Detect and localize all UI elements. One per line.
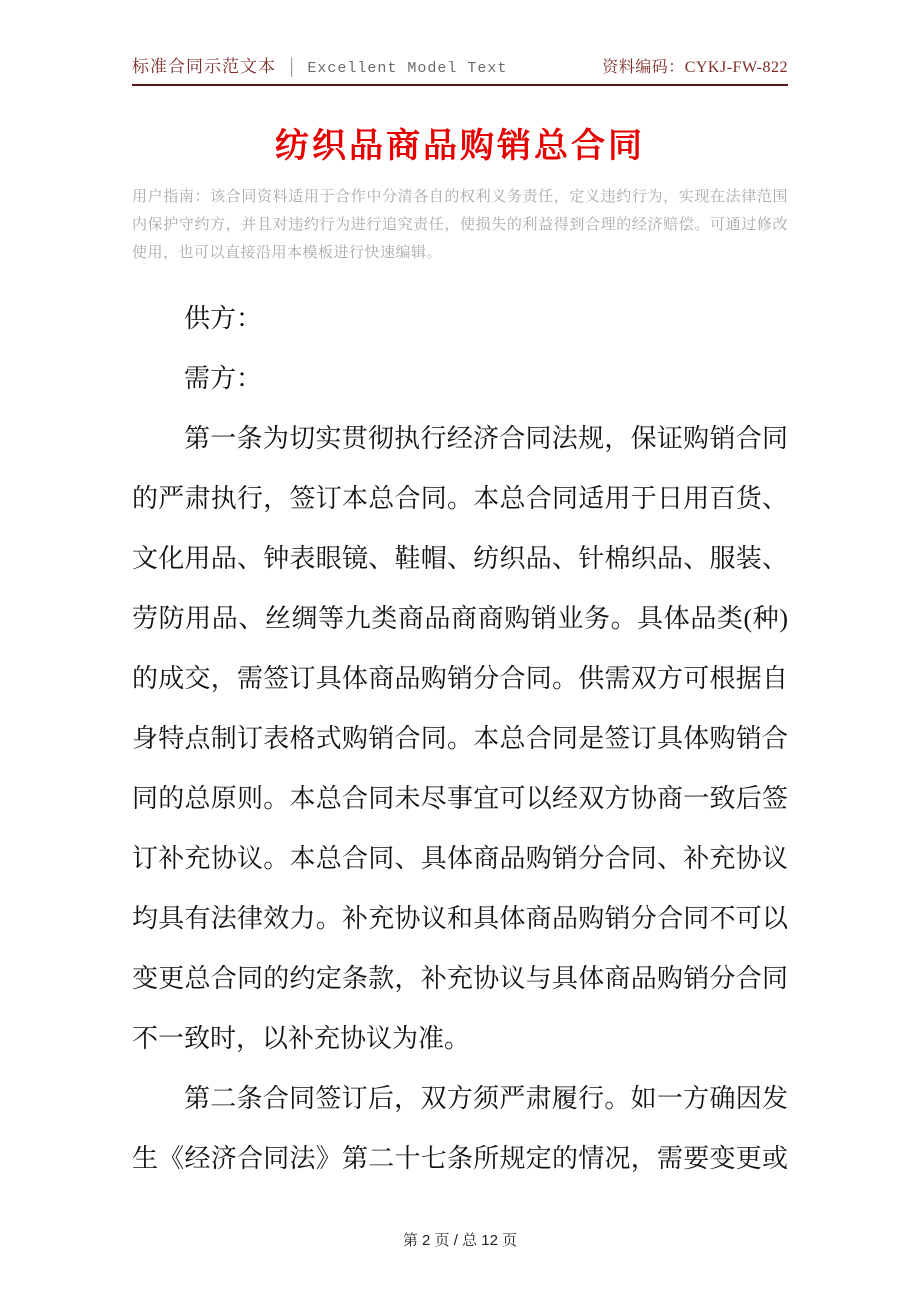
page-number: 第 2 页 / 总 12 页	[402, 1232, 518, 1249]
body-line: 同的总原则。本总合同未尽事宜可以经双方协商一致后签	[132, 784, 788, 813]
user-guide-text: 用户指南：该合同资料适用于合作中分清各自的权利义务责任，定义违约行为，实现在法律范围内保护守约方，并且对违约行为进行追究责任，使损失的利益得到合理的经济赔偿。可通过修改使用，也可以直接沿用本模板进行快速编辑。	[132, 188, 788, 261]
page-title: 纺织品商品购销总合同	[275, 127, 645, 165]
body-line: 需方：	[184, 364, 263, 393]
header-brand	[132, 52, 507, 77]
body-line: 第一条为切实贯彻执行经济合同法规，保证购销合同	[184, 424, 788, 453]
body-line: 劳防用品、丝绸等九类商品商商购销业务。具体品类(种)	[132, 604, 788, 633]
page-footer	[0, 1229, 920, 1250]
body-line: 的严肃执行，签订本总合同。本总合同适用于日用百货、	[132, 484, 788, 513]
body-line: 供方：	[184, 304, 263, 333]
body-line: 变更总合同的约定条款，补充协议与具体商品购销分合同	[132, 964, 788, 993]
body-line: 不一致时，以补充协议为准。	[132, 1024, 471, 1053]
body-line: 生《经济合同法》第二十七条所规定的情况，需要变更或	[132, 1144, 788, 1173]
brand-title-cn: 标准合同示范文本	[132, 57, 276, 76]
doc-code: 资料编码：CYKJ-FW-822	[602, 59, 788, 76]
body-line: 均具有法律效力。补充协议和具体商品购销分合同不可以	[132, 904, 788, 933]
brand-divider: │	[286, 59, 298, 76]
body-line: 身特点制订表格式购销合同。本总合同是签订具体购销合	[132, 724, 788, 753]
body-line: 订补充协议。本总合同、具体商品购销分合同、补充协议	[132, 844, 788, 873]
brand-title-en: Excellent Model Text	[307, 60, 508, 77]
page-header	[132, 0, 788, 86]
body-line: 第二条合同签订后，双方须严肃履行。如一方确因发	[184, 1084, 788, 1113]
body-line: 的成交，需签订具体商品购销分合同。供需双方可根据自	[132, 664, 788, 693]
body-line: 文化用品、钟表眼镜、鞋帽、纺织品、针棉织品、服装、	[132, 544, 788, 573]
body-paragraphs	[132, 289, 788, 1189]
